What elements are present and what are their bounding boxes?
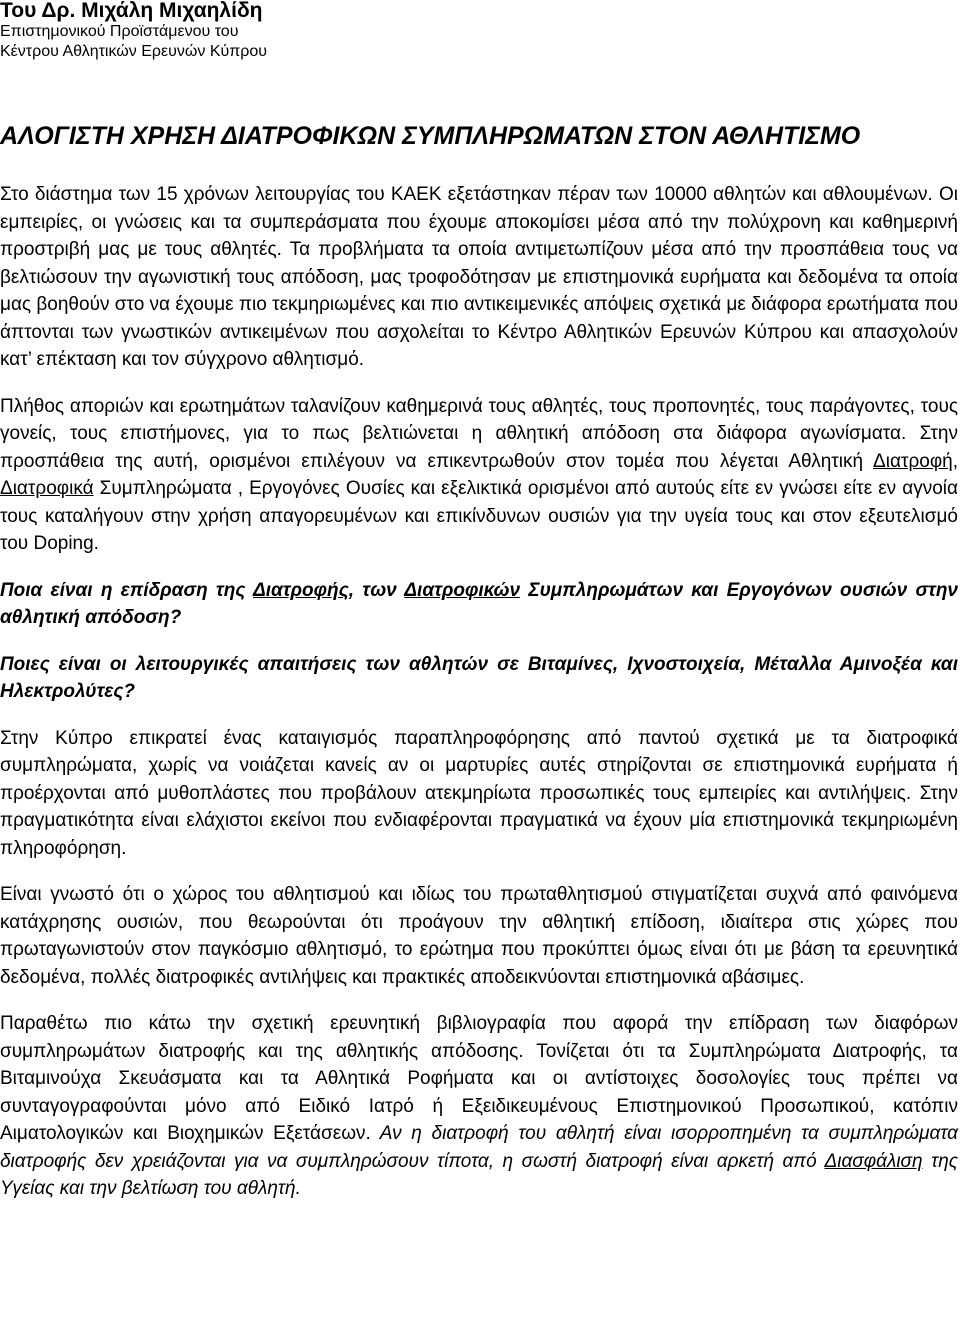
paragraph-doping: Είναι γνωστό ότι ο χώρος του αθλητισμού και ιδίως του πρωταθλητισμού στιγματίζεται συχνά από φαινόμενα κατάχρησης ουσιών, που θεωρούνται ότι προάγουν την αθλητική επίδοση, ιδιαίτερα στις χώρες που πρωταγωνιστούν στον παγκόσμιο αθλητισμό, το ερώτημα που προκύπτει όμως είναι ότι με βάση τα ερευνητικά δεδομένα, πολλές διατροφικές αντιλήψεις και πρακτικές αποδεικνύονται επιστημονικά αβάσιμες.	[0, 884, 958, 988]
italic-text: Αν η διατροφή του αθλητή είναι ισορροπημένη τα συμπληρώματα διατροφής δεν χρειάζονται για να συμπληρώσουν τίποτα, η σωστή διατροφή είναι αρκετή από	[0, 1123, 959, 1172]
question-mark: ?	[169, 607, 182, 628]
document-body	[0, 181, 958, 1222]
paragraph-text: Παραθέτω πιο κάτω την σχετική ερευνητική βιβλιογραφία που αφορά την επίδραση των διαφόρων συμπληρωμάτων διατροφής και της αθλητικής απόδοσης. Τονίζεται ότι τα Συμπληρώματα Διατροφής, τα Βιταμινούχα Σκευάσματα και τα Αθλητικά Ροφήματα και οι αντίστοιχες δοσολογίες τους πρέπει να συνταγογραφούνται μόνο από Ειδικό Ιατρό ή Εξειδικευμένους Επιστημονικού Προσωπικού, κατόπιν Αιματολογικών και Βιοχημικών Εξετάσεων.	[0, 1013, 958, 1144]
question-text: Ποια είναι η επίδραση της	[0, 579, 253, 601]
paragraph-questions	[0, 393, 958, 558]
italic-text: της Υγείας και την βελτίωση του αθλητή.	[0, 1150, 958, 1199]
question-effect	[0, 577, 958, 632]
document-title: ΑΛΟΓΙΣΤΗ ΧΡΗΣΗ ΔΙΑΤΡΟΦΙΚΩΝ ΣΥΜΠΛΗΡΩΜΑΤΩΝ ΣΤΟΝ ΑΘΛΗΤΙΣΜΟ	[0, 122, 861, 150]
author-organization: Κέντρου Αθλητικών Ερευνών Κύπρου	[0, 43, 268, 60]
question-requirements: Ποιες είναι οι λειτουργικές απαιτήσεις των αθλητών σε Βιταμίνες, Ιχνοστοιχεία, Μέταλλα Αμινοξέα και Ηλεκτρολύτες?	[0, 653, 958, 702]
author-name: Του Δρ. Μιχάλη Μιχαηλίδη	[0, 0, 263, 22]
author-block	[0, 0, 960, 62]
paragraph-bibliography	[0, 1010, 958, 1203]
underlined-term: Διατροφικών	[404, 579, 521, 601]
underlined-term: Διατροφή	[873, 450, 953, 472]
underlined-term: Διατροφής	[252, 579, 349, 601]
question-text: , των	[348, 579, 405, 601]
paragraph-misinformation: Στην Κύπρο επικρατεί ένας καταιγισμός παραπληροφόρησης από παντού σχετικά με τα διατροφικά συμπληρώματα, χωρίς να νοιάζεται κανείς αν οι μαρτυρίες αυτές στηρίζονται σε επιστημονικά ευρήματα ή προέρχονται από μυθοπλάστες που προβάλουν ατεκμηρίωτα προσωπικές τους εμπειρίες και αντιλήψεις. Στην πραγματικότητα είναι ελάχιστοι εκείνοι που ενδιαφέρονται πραγματικά να έχουν μία επιστημονικά τεκμηριωμένη πληροφόρηση.	[0, 727, 958, 859]
author-role: Επιστημονικού Προϊστάμενου του	[0, 23, 239, 40]
underlined-term: Διατροφικά	[0, 478, 94, 499]
paragraph-text: ,	[952, 450, 958, 472]
paragraph-text: Συμπληρώματα , Εργογόνες Ουσίες και εξελικτικά ορισμένοι από αυτούς είτε εν γνώσει είτε εν αγνοία τους καταλήγουν στην χρήση απαγορευμένων και επικίνδυνων ουσιών για την υγεία τους και στον εξευτελισμό του Doping.	[0, 478, 958, 554]
question-text: Συμπληρωμάτων και Εργογόνων ουσιών στην αθλητική απόδοση	[0, 579, 958, 628]
paragraph-intro: Στο διάστημα των 15 χρόνων λειτουργίας του ΚΑΕΚ εξετάστηκαν πέραν των 10000 αθλητών και αθλουμένων. Οι εμπειρίες, οι γνώσεις και τα συμπεράσματα που έχουμε αποκομίσει μέσα από την πολύχρονη και καθημερινή προστριβή μας με τους αθλητές. Τα προβλήματα τα οποία αντιμετωπίζουν μέσα από την προσπάθεια τους να βελτιώσουν την αγωνιστική τους απόδοση, μας τροφοδότησαν με επιστημονικά ευρήματα και δεδομένα τα οποία μας βοηθούν στο να έχουμε πιο τεκμηριωμένες και πιο αντικειμενικές απόψεις σχετικά με διάφορα ερωτήματα που άπτονται των γνωστικών αντικειμένων που ασχολείται το Κέντρο Αθλητικών Ερευνών Κύπρου και απασχολούν κατ’ επέκταση και τον σύγχρονο αθλητισμό.	[0, 184, 958, 370]
paragraph-text: Πλήθος αποριών και ερωτημάτων ταλανίζουν καθημερινά τους αθλητές, τους προπονητές, τους παράγοντες, τους γονείς, τους επιστήμονες, για το πως βελτιώνεται η αθλητική απόδοση στα διάφορα αγωνίσματα. Στην προσπάθεια της αυτή, ορισμένοι επιλέγουν να επικεντρωθούν στον τομέα που λέγεται Αθλητική	[0, 395, 958, 472]
underlined-term: Διασφάλιση	[824, 1150, 923, 1172]
